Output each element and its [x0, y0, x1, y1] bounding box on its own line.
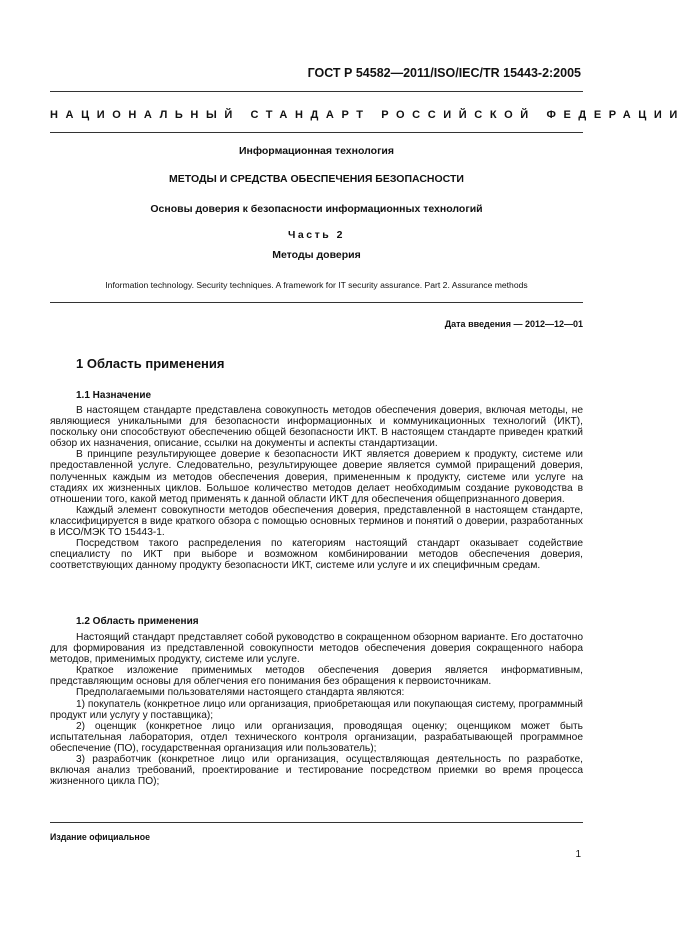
- english-title: Information technology. Security techniques. A framework for IT security assurance. Part 2. Assurance methods: [105, 280, 528, 290]
- paragraph: 1) покупатель (конкретное лицо или организация, приобретающая или покупающая систему, программный продукт или услугу у поставщика);: [50, 698, 583, 721]
- paragraph: 3) разработчик (конкретное лицо или организация, осуществляющая деятельность по разработке, включая анализ требований, проектирование и тестирование посредством приемки во время процесса жизненного цикла ПО);: [50, 754, 583, 788]
- page-number: 1: [575, 849, 581, 860]
- section-title: 1 Область применения: [76, 356, 225, 371]
- footer-rule: [50, 822, 583, 823]
- national-standard-heading: НАЦИОНАЛЬНЫЙ СТАНДАРТ РОССИЙСКОЙ ФЕДЕРАЦИИ: [50, 109, 685, 121]
- paragraph: Краткое изложение применимых методов обеспечения доверия является информативным, представляющим основы для облегчения его понимания без обращения к первоисточникам.: [50, 665, 583, 688]
- title-subtitle: Основы доверия к безопасности информационных технологий: [150, 203, 483, 215]
- purpose-text: [50, 405, 583, 571]
- paragraph: Предполагаемыми пользователями настоящего стандарта являются:: [76, 687, 405, 699]
- introduction-date: Дата введения — 2012—12—01: [444, 319, 583, 329]
- header-rule-lower: [50, 132, 583, 133]
- subsection-scope-title: 1.2 Область применения: [76, 616, 199, 627]
- header-rule: [50, 91, 583, 92]
- document-code: ГОСТ Р 54582—2011/ISO/IEC/TR 15443-2:2005: [307, 66, 581, 80]
- title-main: МЕТОДЫ И СРЕДСТВА ОБЕСПЕЧЕНИЯ БЕЗОПАСНОСТИ: [169, 173, 464, 185]
- edition-label: Издание официальное: [50, 832, 150, 842]
- title-rule: [50, 302, 583, 303]
- title-part-name: Методы доверия: [272, 249, 361, 261]
- paragraph: 2) оценщик (конкретное лицо или организация, проводящая оценку; оценщиком может быть испытательная лаборатория, отдел технического контроля организации, разрабатывающей программное обеспечение (ПО), государственная организация или пользователь);: [50, 720, 583, 754]
- paragraph: Настоящий стандарт представляет собой руководство в сокращенном обзорном варианте. Его достаточно для формирования из представленной совокупности методов обеспечения доверия сокращенного набора методов, применимых продукту, системе или услуге.: [50, 632, 583, 666]
- paragraph: Посредством такого распределения по категориям настоящий стандарт оказывает содействие специалисту по ИКТ при выборе и возможном комбинировании методов обеспечения доверия, соответствующих данному продукту безопасности ИКТ, системе или услуге и их специфичным средам.: [50, 538, 583, 572]
- paragraph: В настоящем стандарте представлена совокупность методов обеспечения доверия, включая методы, не являющиеся уникальными для безопасности информационных и коммуникационных технологий (ИКТ), поскольку они способствуют обеспечению общей безопасности ИКТ. В настоящем стандарте приведен краткий обзор их назначения, описание, ссылки на документы и аспекты стандартизации.: [50, 405, 583, 450]
- paragraph: Каждый элемент совокупности методов обеспечения доверия, представленной в настоящем стандарте, классифицируется в виде краткого обзора с помощью основных терминов и понятий о доверии, разработанных в ИСО/МЭК ТО 15443-1.: [50, 504, 583, 539]
- title-area: Информационная технология: [238, 145, 395, 157]
- scope-text: [50, 632, 583, 787]
- subsection-purpose-title: 1.1 Назначение: [76, 390, 152, 401]
- paragraph: В принципе результирующее доверие к безопасности ИКТ является доверием к продукту, системе или предоставленной услуге. Следовательно, результирующее доверие является суммой приращений доверия, полученных каждым из методов обеспечения доверия, примененным к продукту, системе или услуге на стадиях их жизненных циклов. Большое количество методов делает необходимым создание руководства в отношении того, какой метод применять к данной области ИКТ для обеспечения общепризнанного доверия.: [50, 449, 583, 505]
- title-part: Часть 2: [288, 229, 345, 241]
